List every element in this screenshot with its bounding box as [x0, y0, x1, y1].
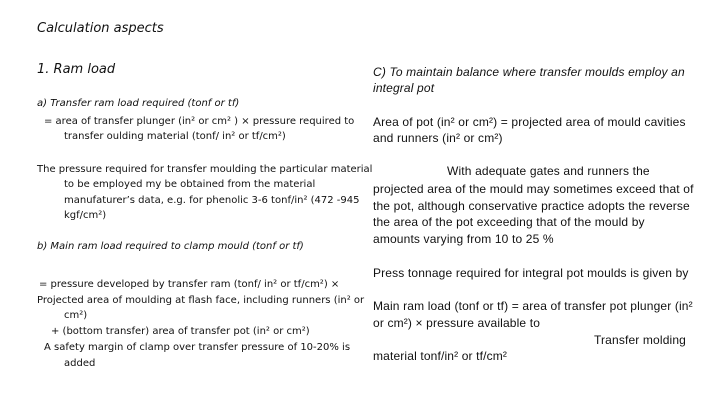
section-c-title-line-2: integral pot	[373, 81, 435, 95]
pot-area-line-1: Area of pot (in² or cm²) = projected area of mould cavities	[373, 115, 686, 129]
sub-a-line-2: transfer oulding material (tonf/ in² or tf/cm²)	[64, 131, 286, 142]
sub-a-line-1: = area of transfer plunger (in² or cm² ) × pressure required to	[44, 116, 355, 127]
pot-area-line-2: and runners (in² or cm²)	[373, 131, 503, 145]
pressure-line-3: manufaturer’s data, e.g. for phenolic 3-6 tonf/in² (472 -945	[64, 195, 360, 206]
gates-line-2: projected area of the mould may sometimes exceed that of	[373, 182, 694, 196]
sub-b-line-2: Projected area of moulding at flash face, including runners (in² or	[37, 295, 365, 306]
gates-line-3: the pot, although conservative practice adopts the reverse	[373, 199, 690, 213]
sub-b-title: b) Main ram load required to clamp mould (tonf or tf)	[37, 241, 304, 252]
main-ram-line-4: material tonf/in² or tf/cm²	[373, 349, 508, 363]
sub-a-title: a) Transfer ram load required (tonf or tf)	[37, 98, 240, 109]
section-c-title-line-1: C) To maintain balance where transfer moulds employ an	[373, 65, 685, 79]
gates-line-4: the area of the pot exceeding that of the mould by	[373, 215, 645, 229]
sub-b-line-6: added	[64, 358, 96, 369]
press-tonnage-line: Press tonnage required for integral pot moulds is given by	[373, 266, 689, 280]
gates-line-5: amounts varying from 10 to 25 %	[373, 232, 554, 246]
pressure-line-2: to be employed my be obtained from the material	[64, 179, 316, 190]
sub-b-line-3: cm²)	[64, 310, 88, 321]
main-ram-line-2: or cm²) × pressure available to	[373, 316, 541, 330]
pressure-line-4: kgf/cm²)	[64, 210, 107, 221]
main-ram-line-3: Transfer molding	[594, 333, 686, 347]
sub-b-line-5: A safety margin of clamp over transfer pressure of 10-20% is	[44, 342, 351, 353]
page-heading: Calculation aspects	[37, 21, 164, 36]
sub-b-line-1: = pressure developed by transfer ram (tonf/ in² or tf/cm²) ×	[39, 279, 340, 290]
section-ram-load-title: 1. Ram load	[37, 62, 116, 77]
pressure-line-1: The pressure required for transfer moulding the particular material	[37, 164, 373, 175]
sub-b-line-4: + (bottom transfer) area of transfer pot (in² or cm²)	[51, 326, 310, 337]
main-ram-line-1: Main ram load (tonf or tf) = area of transfer pot plunger (in²	[373, 299, 693, 313]
gates-line-1: With adequate gates and runners the	[447, 164, 650, 178]
